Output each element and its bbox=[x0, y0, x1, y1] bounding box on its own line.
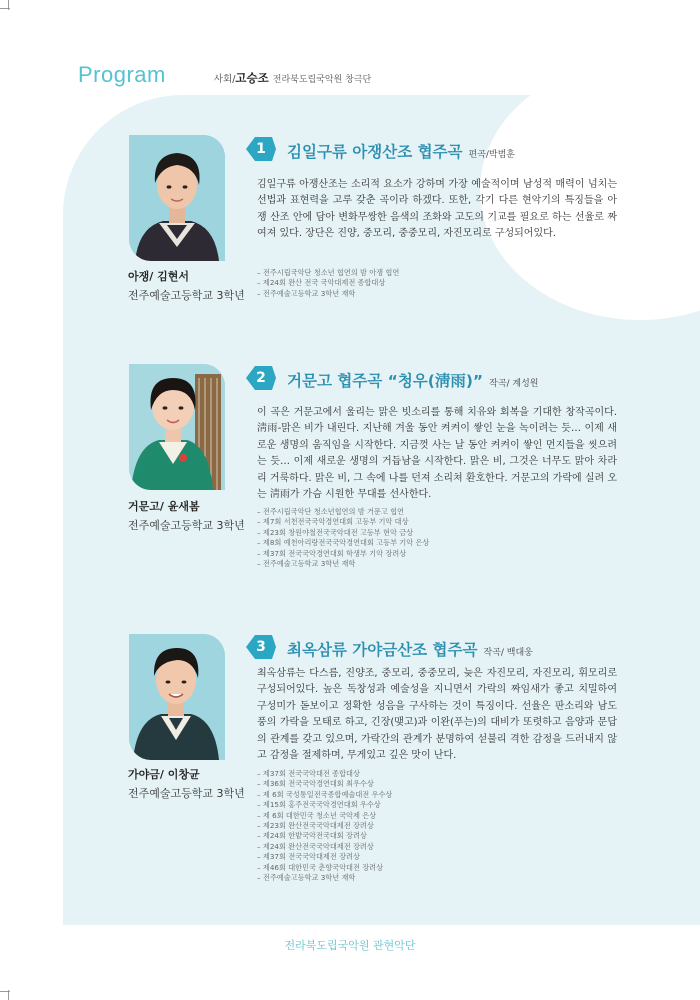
award-item: – 제24회 완산 전국 국악대제전 종합대상 bbox=[257, 278, 399, 288]
page-header bbox=[78, 62, 371, 88]
award-item: – 제7회 서천전국국악경연대회 고등부 기악 대상 bbox=[257, 517, 429, 527]
performer-info bbox=[128, 766, 245, 801]
piece-credit: 작곡/ 계성원 bbox=[489, 379, 539, 389]
number-badge-icon bbox=[246, 137, 276, 161]
piece-number: 2 bbox=[256, 370, 266, 386]
award-item: – 제24회 완산전국국악대제전 장려상 bbox=[257, 842, 392, 852]
host-name: 고승조 bbox=[235, 71, 269, 85]
performer-school: 전주예술고등학교 3학년 bbox=[128, 519, 245, 532]
award-item: – 전주시립국악단 청소년 협연의 밤 아쟁 협연 bbox=[257, 268, 399, 278]
number-badge-icon bbox=[246, 366, 276, 390]
performer-info bbox=[128, 268, 245, 303]
piece-title bbox=[287, 638, 533, 660]
piece-title-text: 최옥삼류 가야금산조 협주곡 bbox=[287, 641, 478, 659]
award-item: – 제 6회 대한민국 청소년 국악제 은상 bbox=[257, 811, 392, 821]
award-item: – 제15회 홍주전국국악경연대회 우수상 bbox=[257, 800, 392, 810]
award-item: – 제46회 대한민국 춘향국악대전 장려상 bbox=[257, 863, 392, 873]
performer-photo bbox=[129, 364, 225, 490]
award-item: – 제37회 전국국악경연대회 학생부 기악 장려상 bbox=[257, 549, 429, 559]
award-item: – 제37회 전국국악대전 종합대상 bbox=[257, 769, 392, 779]
piece-credit: 편곡/박범훈 bbox=[468, 150, 516, 160]
host-credit bbox=[213, 71, 372, 85]
performer-photo bbox=[129, 634, 225, 760]
program-title: Program bbox=[78, 62, 166, 87]
piece-title bbox=[287, 369, 539, 391]
performer-name: 가야금/ 이창균 bbox=[128, 768, 200, 781]
piece-description: 이 곡은 거문고에서 울리는 맑은 빗소리를 통해 치유와 회복을 기대한 창작곡이다. 淸雨-맑은 비가 내린다. 지난해 겨울 동안 켜켜이 쌓인 눈을 녹이려는 듯… 이제 새로운 생명의 움직임을 시작한다. 지금껏 사는 날 동안 켜켜이 쌓인 먼지들을 씻으려는 듯… 이제 새로운 생명의 거듭남을 시작한다. 맑은 비, 그것은 너무도 맑아 차라리 거룩하다. 맑은 비, 그 속에 나를 던져 소리쳐 환호한다. 거문고의 가락에 실려 오는 淸雨가 가슴 시원한 무대를 선사한다. bbox=[257, 407, 617, 501]
award-item: – 제37회 전국국악대제전 장려상 bbox=[257, 852, 392, 862]
award-item: – 제 6회 국성통일전국종합예술대전 우수상 bbox=[257, 790, 392, 800]
host-affiliation: 전라북도립국악원 창극단 bbox=[272, 75, 372, 85]
piece-title bbox=[287, 140, 515, 162]
award-item: – 전주예술고등학교 3학년 재학 bbox=[257, 559, 429, 569]
performer-photo bbox=[129, 135, 225, 261]
award-item: – 제8회 예천아리랑전국국악경연대회 고등부 기악 은상 bbox=[257, 538, 429, 548]
performer-school: 전주예술고등학교 3학년 bbox=[128, 787, 245, 800]
piece-credit: 작곡/ 백대웅 bbox=[483, 648, 533, 658]
award-item: – 전주예술고등학교 3학년 재학 bbox=[257, 873, 392, 883]
crop-mark bbox=[0, 991, 10, 992]
piece-description: 최옥삼류는 다스름, 진양조, 중모리, 중중모리, 늦은 자진모리, 자진모리, 휘모리로 구성되어있다. 높은 독창성과 예술성을 지니면서 가락의 짜임새가 좋고 치밀하여 구성미가 돋보이고 정확한 성음을 구사하는 것이 특징이다. 선율은 판소리와 남도풍의 가락을 모태로 하고, 긴장(맺고)과 이완(푸는)의 대비가 또렷하고 음양과 문답의 관계를 갖고 있으며, 가락간의 관계가 분명하여 섣불리 격한 감정을 드러내지 않고 감정을 절제하며, 무게있고 깊은 맛이 난다. bbox=[257, 668, 617, 762]
number-badge-icon bbox=[246, 635, 276, 659]
award-item: – 전주예술고등학교 3학년 재학 bbox=[257, 289, 399, 299]
performer-school: 전주예술고등학교 3학년 bbox=[128, 289, 245, 302]
award-list bbox=[257, 268, 399, 299]
crop-mark bbox=[0, 8, 10, 9]
award-item: – 제23회 창원야철전국국악대전 고등부 현악 금상 bbox=[257, 528, 429, 538]
piece-number: 1 bbox=[256, 141, 266, 157]
award-list bbox=[257, 507, 429, 569]
piece-description: 김일구류 아쟁산조는 소리적 요소가 강하며 가장 예술적이며 남성적 매력이 넘치는 선법과 표현력을 고루 갖춘 곡이라 하겠다. 또한, 각기 다른 현악기의 특징들을 아쟁 산조 안에 담아 변화무쌍한 음색의 조화와 고도의 기교를 필요로 하는 선율로 짜여져 있다. 장단은 진양, 중모리, 중중모리, 자진모리로 구성되어있다. bbox=[257, 179, 617, 240]
award-item: – 제36회 전국국악경연대회 최우수상 bbox=[257, 779, 392, 789]
award-item: – 제23회 완산전국국악대제전 장려상 bbox=[257, 821, 392, 831]
host-role: 사회/ bbox=[213, 74, 236, 85]
footer-organization: 전라북도립국악원 관현악단 bbox=[284, 939, 416, 952]
piece-number: 3 bbox=[256, 639, 266, 655]
award-list bbox=[257, 769, 392, 883]
performer-info bbox=[128, 498, 245, 533]
piece-title-text: 거문고 협주곡 “청우(淸雨)” bbox=[287, 372, 484, 390]
award-item: – 전주시립국악단 청소년협연의 밤 거문고 협연 bbox=[257, 507, 429, 517]
award-item: – 제24회 한밭국악전국대회 장려상 bbox=[257, 831, 392, 841]
performer-name: 거문고/ 윤새봄 bbox=[128, 500, 200, 513]
piece-title-text: 김일구류 아쟁산조 협주곡 bbox=[287, 143, 463, 161]
performer-name: 아쟁/ 김현서 bbox=[128, 270, 189, 283]
